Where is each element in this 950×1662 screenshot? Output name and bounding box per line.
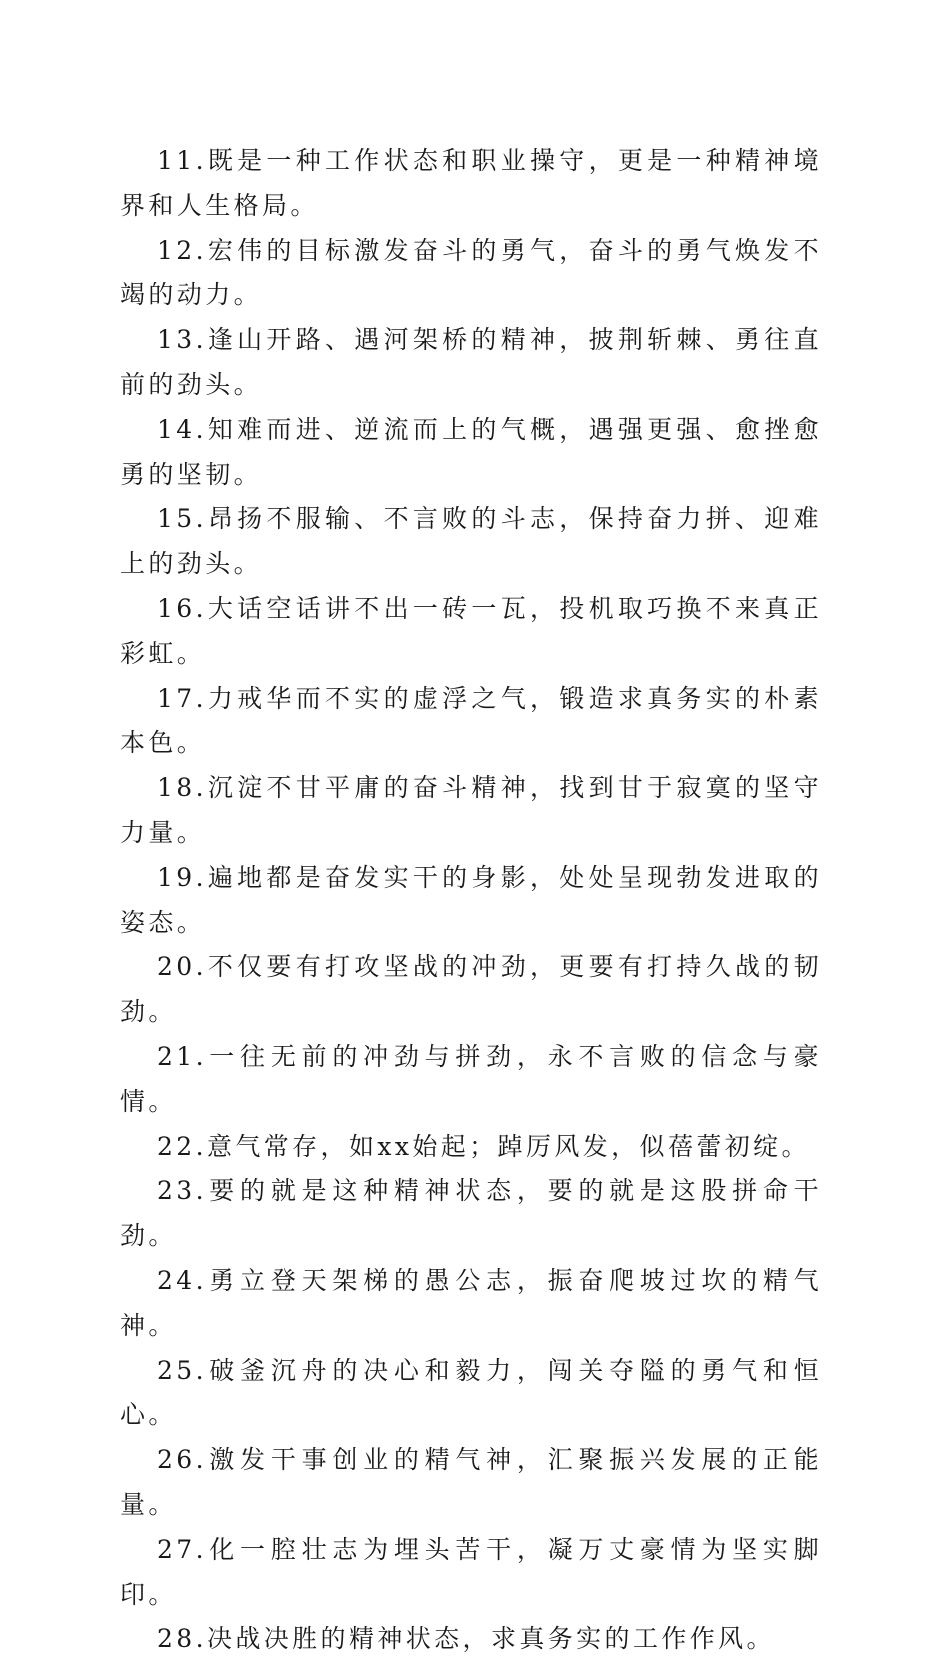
list-item: 24.勇立登天架梯的愚公志，振奋爬坡过坎的精气神。 (120, 1265, 822, 1340)
list-item: 19.遍地都是奋发实干的身影，处处呈现勃发进取的姿态。 (120, 862, 822, 937)
list-item: 15.昂扬不服输、不言败的斗志，保持奋力拼、迎难上的劲头。 (120, 504, 822, 579)
list-item: 25.破釜沉舟的决心和毅力，闯关夺隘的勇气和恒心。 (120, 1355, 822, 1430)
list-item: 14.知难而进、逆流而上的气概，遇强更强、愈挫愈勇的坚韧。 (120, 414, 822, 489)
list-item: 20.不仅要有打攻坚战的冲劲，更要有打持久战的韧劲。 (120, 952, 822, 1027)
document-body (120, 139, 822, 1662)
list-item: 12.宏伟的目标激发奋斗的勇气，奋斗的勇气焕发不竭的动力。 (120, 235, 822, 310)
list-item: 17.力戒华而不实的虚浮之气，锻造求真务实的朴素本色。 (120, 683, 822, 758)
list-item: 11.既是一种工作状态和职业操守，更是一种精神境界和人生格局。 (120, 146, 822, 220)
list-item: 22.意气常存，如xx始起；踔厉风发，似蓓蕾初绽。 (157, 1131, 810, 1161)
list-item: 16.大话空话讲不出一砖一瓦，投机取巧换不来真正彩虹。 (120, 593, 822, 668)
list-item: 27.化一腔壮志为埋头苦干，凝万丈豪情为坚实脚印。 (120, 1534, 822, 1609)
list-item: 13.逢山开路、遇河架桥的精神，披荆斩棘、勇往直前的劲头。 (120, 325, 822, 399)
list-item: 28.决战决胜的精神状态，求真务实的工作作风。 (157, 1624, 775, 1654)
list-item: 26.激发干事创业的精气神，汇聚振兴发展的正能量。 (120, 1445, 822, 1519)
list-item: 23.要的就是这种精神状态，要的就是这股拼命干劲。 (120, 1176, 822, 1251)
list-item: 18.沉淀不甘平庸的奋斗精神，找到甘于寂寞的坚守力量。 (120, 773, 822, 847)
list-item: 21.一往无前的冲劲与拼劲，永不言败的信念与豪情。 (120, 1041, 822, 1116)
